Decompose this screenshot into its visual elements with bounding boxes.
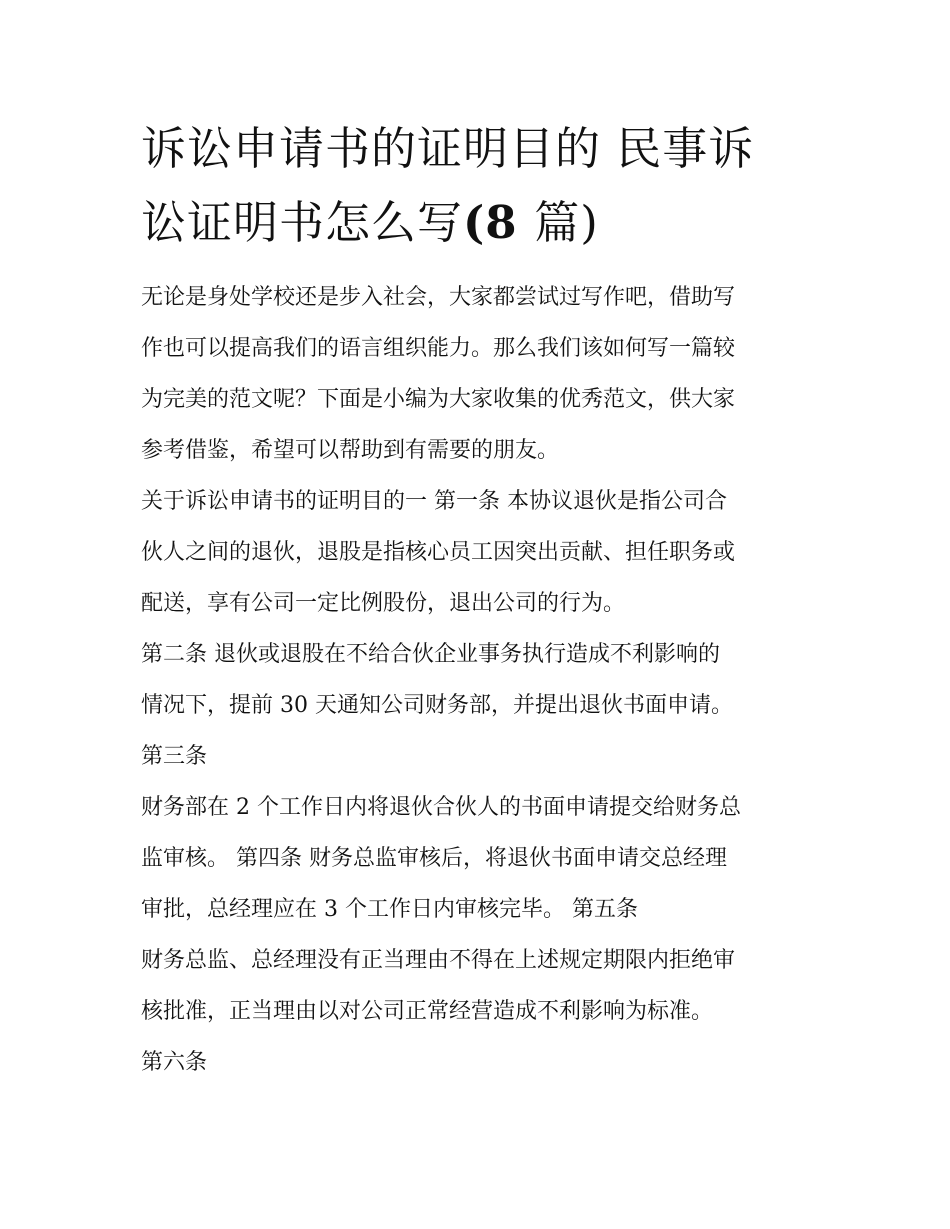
document-title [141,112,813,260]
title-line-2: 讼证明书怎么写 [141,196,464,249]
article-1-paragraph: 关于诉讼申请书的证明目的一 第一条 本协议退伙是指公司合 伙人之间的退伙，退股是指核心员工因突出贡献、担任职务或 配送，享有公司一定比例股份，退出公司的行为。 [141,489,736,616]
document-body [141,272,813,1088]
title-suffix: 篇) [534,196,599,249]
article-2-paragraph: 第二条 退伙或退股在不给合伙企业事务执行造成不利影响的 情况下，提前 30 天通知公司财务部，并提出退伙书面申请。 [141,642,733,718]
article-3-heading: 第三条 [141,744,208,769]
intro-paragraph: 无论是身处学校还是步入社会，大家都尝试过写作吧，借助写 作也可以提高我们的语言组织能力。那么我们该如何写一篇较 为完美的范文呢？下面是小编为大家收集的优秀范文，供大家 参考借鉴，希望可以帮助到有需要的朋友。 [141,285,736,463]
article-3-paragraph: 财务部在 2 个工作日内将退伙合伙人的书面申请提交给财务总 监审核。 第四条 财务总监审核后，将退伙书面申请交总经理 审批，总经理应在 3 个工作日内审核完毕。 第五条 [141,795,741,922]
article-6-heading: 第六条 [141,1050,208,1075]
title-count: (8 [463,196,535,249]
document-content [141,112,813,1088]
article-5-paragraph: 财务总监、总经理没有正当理由不得在上述规定期限内拒绝审 核批准，正当理由以对公司正常经营造成不利影响为标准。 [141,948,736,1024]
title-line-1: 诉讼申请书的证明目的 民事诉 [141,122,755,175]
